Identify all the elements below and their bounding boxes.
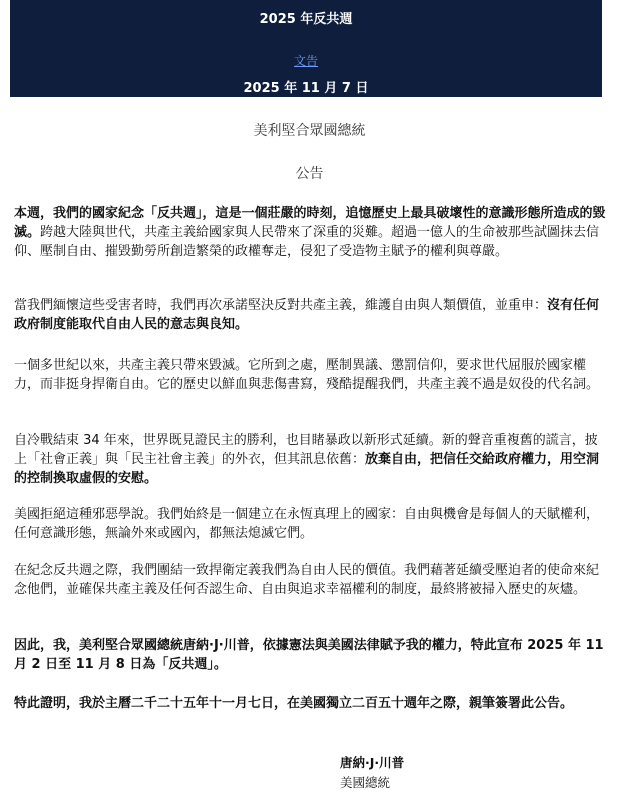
paragraph-2-bold: 沒有任何政府制度能取代自由人民的意志與良知。 (14, 298, 600, 332)
paragraph-3-text: 一個多世紀以來，共產主義只帶來毀滅。它所到之處，壓制異議、懲罰信仰，要求世代屈服於國家權力，而非挺身捍衛自由。它的歷史以鮮血與悲傷書寫，殘酷提醒我們，共產主義不過是奴役的代名詞。 (14, 358, 600, 392)
paragraph-6 (14, 561, 606, 599)
paragraph-1-text: 跨越大陸與世代，共產主義給國家與人民帶來了深重的災難。超過一億人的生命被那些試圖抹去信仰、壓制自由、摧毀勤勞所創造繁榮的政權奪走，侵犯了受造物主賦予的權利與尊嚴。 (14, 225, 600, 259)
paragraph-2 (14, 296, 606, 334)
signature-name: 唐納·J·川普 (340, 755, 405, 770)
paragraph-8 (14, 694, 606, 713)
banner-date: 2025 年 11 月 7 日 (243, 81, 369, 96)
paragraph-3 (14, 356, 606, 394)
paragraph-1-bold: 本週，我們的國家紀念「反共週」，這是一個莊嚴的時刻，追憶歷史上最具破壞性的意識形態所造成的毀滅。 (14, 206, 606, 240)
paragraph-7-bold: 因此，我，美利堅合眾國總統唐納·J·川普，依據憲法與美國法律賦予我的權力，特此宣布 2025 年 11 月 2 日至 11 月 8 日為「反共週」。 (14, 638, 604, 672)
paragraph-4-text: 自冷戰結束 34 年來，世界既見證民主的勝利，也目睹暴政以新形式延續。新的聲音重複舊的謊言，披上「社會正義」與「民主社會主義」的外衣，但其訊息依舊： (14, 433, 598, 467)
paragraph-6-text: 在紀念反共週之際，我們團結一致捍衛定義我們為自由人民的價值。我們藉著延續受壓迫者的使命來紀念他們，並確保共產主義及任何否認生命、自由與追求幸福權利的制度，最終將被掃入歷史的灰燼。 (14, 563, 600, 597)
signature-title: 美國總統 (340, 775, 391, 790)
banner-title: 2025 年反共週 (259, 12, 353, 27)
paragraph-5-text: 美國拒絕這種邪惡學說。我們始終是一個建立在永恆真理上的國家：自由與機會是每個人的天賦權利，任何意識形態，無論外來或國內，都無法熄滅它們。 (14, 507, 600, 541)
issuer-heading: 美利堅合眾國總統 (253, 123, 366, 139)
paragraph-2-text: 當我們緬懷這些受害者時，我們再次承諾堅決反對共產主義，維護自由與人類價值，並重申： (14, 298, 548, 313)
paragraph-7 (14, 636, 606, 674)
paragraph-1 (14, 204, 606, 261)
paragraph-5 (14, 505, 606, 543)
banner-link[interactable]: 文告 (293, 54, 318, 68)
paragraph-4-bold: 放棄自由，把信任交給政府權力，用空洞的控制換取虛假的安慰。 (14, 452, 600, 486)
header-banner (10, 0, 602, 97)
paragraph-8-bold: 特此證明，我於主曆二千二十五年十一月七日，在美國獨立二百五十週年之際，親筆簽署此公告。 (14, 696, 574, 711)
paragraph-4 (14, 431, 606, 488)
doc-type-heading: 公告 (295, 166, 324, 182)
